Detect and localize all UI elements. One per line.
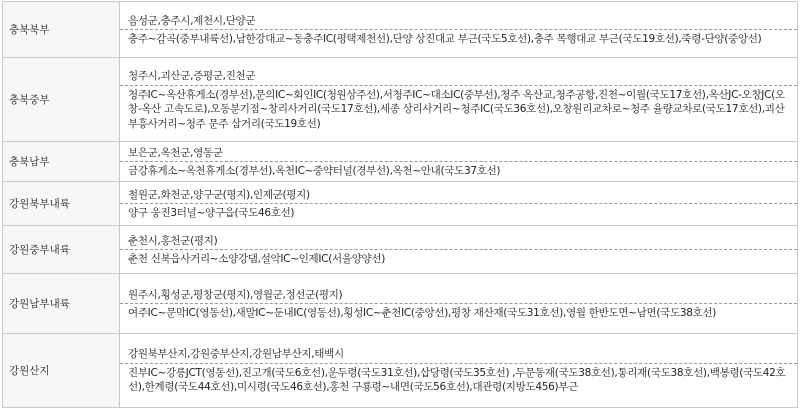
detail-cell — [120, 226, 798, 274]
routes-line: 양구 웅진3터널~양구읍(국도46호선) — [128, 207, 295, 219]
routes-line: 진부IC~강릉JCT(영동선),진고개(국도6호선),운두령(국도31호선),삽당령(국도35호선) ,두문동재(국도38호선),통리재(국도38호선),백봉령(국도42호선),한계령(국도44호선),미시령(국도46호선),홍천 구룡령~내면(국도56호선),대관령(지방도456)부근 — [128, 366, 786, 394]
region-route-table — [2, 1, 798, 408]
cities-line: 음성군,충주시,제천시,단양군 — [120, 12, 797, 31]
detail-cell — [120, 274, 798, 334]
region-cell: 충북중부 — [3, 58, 120, 142]
cities-line: 원주시,횡성군,평창군(평지),영월군,정선군(평지) — [120, 286, 797, 305]
cities-line: 청주시,괴산군,증평군,진천군 — [120, 67, 797, 86]
table-row — [3, 274, 798, 334]
table-row — [3, 142, 798, 182]
cities-line: 춘천시,홍천군(평지) — [120, 232, 797, 251]
routes-line: 춘천 신북읍사거리~소양강댐,설악IC~인제IC(서울양양선) — [128, 253, 386, 265]
table-row — [3, 182, 798, 226]
routes-line: 금강휴게소~옥천휴게소(경부선),옥천IC~중약터널(경부선),옥천~안내(국도37호선) — [128, 165, 501, 177]
region-cell: 강원산지 — [3, 334, 120, 408]
cities-line: 강원북부산지,강원중부산지,강원남부산지,태백시 — [120, 345, 797, 364]
forecast-document — [2, 1, 798, 408]
table-row — [3, 226, 798, 274]
region-cell: 강원남부내륙 — [3, 274, 120, 334]
detail-cell — [120, 334, 798, 408]
routes-line: 청주IC~옥산휴게소(경부선),문의IC~회인IC(청원상주선),서청주IC~대소IC(중부선),청주 옥산교,청주공항,진천~이월(국도17호선),옥산JC-오창JC(오창-옥산 고속도로),오동분기점~창리사거리(국도17호선),세종 상리사거리~청주IC(국도36호선),오창원리교차로~청주 율량교차로(국도17호선),괴산 부흥사거리~청주 문주 삼거리(국도19호선) — [128, 88, 785, 130]
detail-cell — [120, 2, 798, 58]
region-cell: 강원중부내륙 — [3, 226, 120, 274]
cities-line: 철원군,화천군,양구군(평지),인제군(평지) — [120, 186, 797, 205]
region-cell: 충북북부 — [3, 2, 120, 58]
region-cell: 충북남부 — [3, 142, 120, 182]
cities-line: 보은군,옥천군,영동군 — [120, 144, 797, 163]
table-row — [3, 334, 798, 408]
region-cell: 강원북부내륙 — [3, 182, 120, 226]
detail-cell — [120, 142, 798, 182]
routes-line: 여주IC~문막IC(영동선),새말IC~둔내IC(영동선),횡성IC~춘천IC(중앙선),평창 재산재(국도31호선),영월 한반도면~남면(국도38호선) — [128, 307, 717, 319]
routes-line: 충주~감곡(중부내륙선),남한강대교~동충주IC(평택제천선),단양 상진대교 부근(국도5호선),충주 목행대교 부근(국도19호선),죽령-단양(중앙선) — [128, 33, 762, 45]
table-row — [3, 2, 798, 58]
table-row — [3, 58, 798, 142]
detail-cell — [120, 58, 798, 142]
detail-cell — [120, 182, 798, 226]
